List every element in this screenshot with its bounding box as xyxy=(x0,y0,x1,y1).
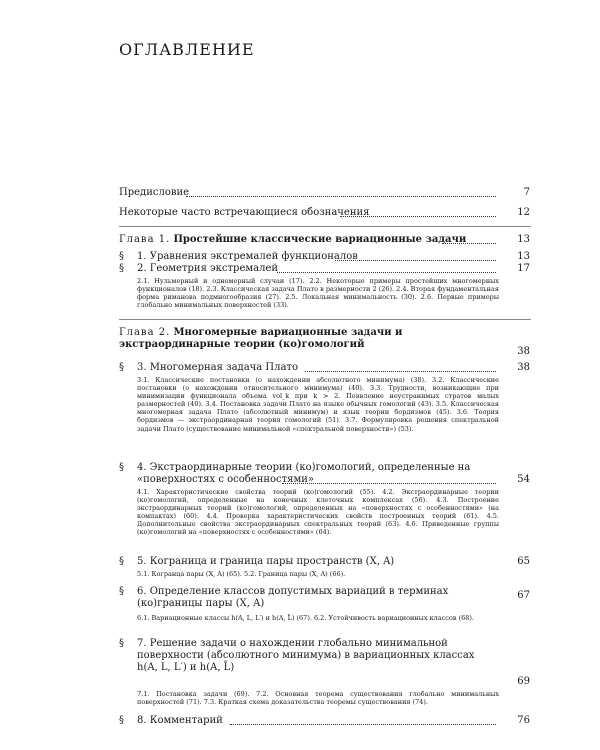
section-symbol: § xyxy=(119,556,124,567)
chapter-2-heading xyxy=(119,327,491,351)
chapter-1-prefix: Глава 1. xyxy=(119,234,171,245)
dot-leader xyxy=(442,243,496,244)
toc-entry-notation-label: Некоторые часто встречающиеся обозначения xyxy=(119,207,370,218)
chapter-2-title: Многомерные вариационные задачи и экстраординарные теории (ко)гомологий xyxy=(119,327,403,350)
section-4-page: 54 xyxy=(517,474,530,485)
section-1-page: 13 xyxy=(517,251,530,262)
section-symbol: § xyxy=(119,586,124,597)
dot-leader xyxy=(282,483,496,484)
section-symbol: § xyxy=(119,715,124,726)
section-8-title: 8. Комментарий xyxy=(137,715,223,726)
section-symbol: § xyxy=(119,263,124,274)
chapter-2-prefix: Глава 2. xyxy=(119,327,171,338)
section-6-page: 67 xyxy=(517,590,530,601)
section-6-title: 6. Определение классов допустимых вариаций в терминах (ко)границы пары (X, A) xyxy=(137,586,449,609)
toc-entry-notation-page: 12 xyxy=(517,207,530,218)
section-8-page: 76 xyxy=(517,715,530,726)
section-1-title: 1. Уравнения экстремалей функционалов xyxy=(137,251,358,262)
section-3-title: 3. Многомерная задача Плато xyxy=(137,362,298,373)
section-symbol: § xyxy=(119,638,124,649)
section-5-description: 5.1. Когранца пары (X, A) (65). 5.2. Граница пары (X, A) (66). xyxy=(137,570,346,578)
dot-leader xyxy=(277,272,496,273)
toc-entry-preface-label: Предисловие xyxy=(119,187,190,198)
page-title: ОГЛАВЛЕНИЕ xyxy=(119,40,255,59)
section-2-page: 17 xyxy=(517,263,530,274)
section-2-title: 2. Геометрия экстремалей xyxy=(137,263,279,274)
section-4-description: 4.1. Характеристические свойства теорий (ко)гомологий (55). 4.2. Экстраординарные теории (ко)гомологий, определенные на конечных клеточных комплексах (56). 4.3. Построение экстраординарных теорий (ко)гомологий, определенных на «поверхностях с особенностями» (на компактах) (60). 4.4. Проверка характеристических свойств построенных теорий (61). 4.5. Дополнительные свойства экстраординарных спектральных теорий (63). 4.6. Приведенные группы (ко)гомологий на «поверхностях с особенностями» (64). xyxy=(137,488,499,537)
section-5-title: 5. Кограница и граница пары пространств (X, A) xyxy=(137,556,395,567)
section-7-page: 69 xyxy=(517,676,530,687)
chapter-1-heading xyxy=(119,234,499,246)
section-5-page: 65 xyxy=(517,556,530,567)
section-7-title: 7. Решение задачи о нахождении глобально минимальной поверхности (абсолютного минимума) в вариационных классах h(A, L, L′) и h(A, L̃) xyxy=(137,638,475,673)
dot-leader xyxy=(335,260,496,261)
section-2-description: 2.1. Нульмерный и одномерный случаи (17). 2.2. Некоторые примеры простейших многомерных функционалов (18). 2.3. Классическая задача Плато в размерности 2 (26). 2.4. Вторая фундаментальная форма риманова подмногообразия (27). 2.5. Локальная минимальность (30). 2.6. Первые примеры глобально минимальных поверхностей (33). xyxy=(137,277,499,310)
dot-leader xyxy=(340,216,496,217)
divider xyxy=(119,319,531,320)
section-3-page: 38 xyxy=(517,362,530,373)
section-4-title: 4. Экстраординарные теории (ко)гомологий, определенные на «поверхностях с особенностями» xyxy=(137,462,471,485)
section-symbol: § xyxy=(119,462,124,473)
dot-leader xyxy=(230,724,496,725)
section-6-description: 6.1. Вариационные классы h(A, L, L′) и h(A, L̃) (67). 6.2. Устойчивость вариационных классов (68). xyxy=(137,614,474,622)
section-symbol: § xyxy=(119,251,124,262)
chapter-1-title: Простейшие классические вариационные задачи xyxy=(173,234,467,245)
chapter-1-page: 13 xyxy=(517,234,530,245)
dot-leader xyxy=(305,371,496,372)
section-symbol: § xyxy=(119,362,124,373)
divider xyxy=(119,226,531,227)
section-3-description: 3.1. Классические постановки (о нахождении абсолютного минимума) (38). 3.2. Классические постановки (о нахождении относительного минимума) (40). 3.3. Трудности, возникающие при минимизации функционала объема vol_k при k > 2. Появление неустранимых стратов малых размерностей (40). 3.4. Постановка задачи Плато на языке обычных гомологий (43). 3.5. Классическая многомерная задача Плато (абсолютный минимум) и язык теории бордизмов (45). 3.6. Теория бордизмов — экстраординарная теория гомологий (51). 3.7. Формулировка решения спектральной задачи Плато (существование минимальной «спектральной поверхности») (53). xyxy=(137,376,499,433)
section-7-description: 7.1. Постановка задачи (69). 7.2. Основная теорема существования глобально минимальных поверхностей (71). 7.3. Краткая схема доказательства теоремы существования (74). xyxy=(137,690,499,707)
dot-leader xyxy=(186,196,496,197)
chapter-2-page: 38 xyxy=(517,346,530,357)
toc-entry-preface-page: 7 xyxy=(523,187,530,198)
